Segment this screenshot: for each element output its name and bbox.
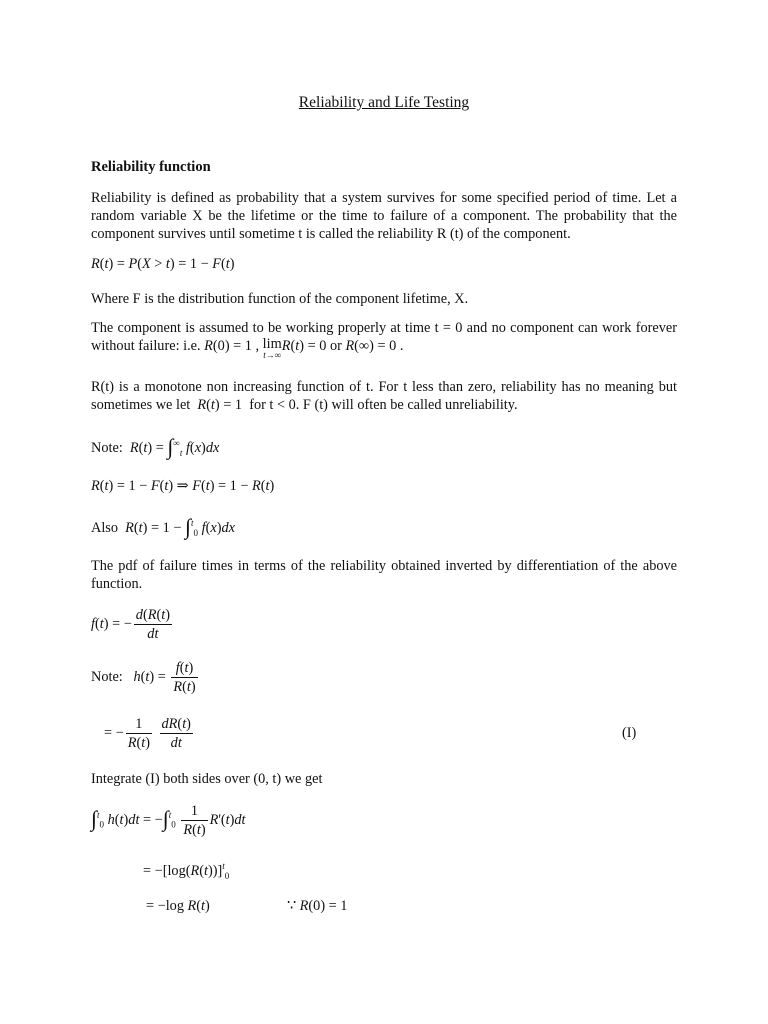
note-label: Note: bbox=[91, 440, 123, 456]
monotone-text-b: for t < 0. F (t) will often be called unreliability. bbox=[249, 397, 518, 413]
limit-expression: lim t→∞ bbox=[262, 336, 282, 360]
fraction-f-over-r: $\frac{f(t)}{R(t)}$ bbox=[173, 660, 196, 695]
fraction-dr-over-dt: $\frac{dR(t)}{dt}$ bbox=[161, 716, 191, 751]
fraction-one-over-r: $\frac{1}{R(t)}$ bbox=[127, 716, 150, 751]
where-f-paragraph: Where F is the distribution function of the component lifetime, X. bbox=[91, 291, 469, 307]
equation-integrated: ∫$^t_0$ h(t)dt = −∫$^t_0$ $\frac{1}{R(t)}$ R'(t)dt bbox=[91, 803, 246, 838]
equation-pdf-derivative: f(t) = − $\frac{d(R(t)}{dt}$ bbox=[91, 607, 170, 642]
pdf-paragraph: The pdf of failure times in terms of the reliability obtained inverted by differentiation of the above function. bbox=[91, 558, 677, 592]
equation-log-bracket: = $-[\log(R(t))]^t_0$ bbox=[143, 861, 230, 881]
section-heading: Reliability function bbox=[91, 159, 211, 175]
equation-hazard-rate: Note: h(t) = $\frac{f(t)}{R(t)}$ bbox=[91, 660, 196, 695]
equation-neg-log: = −log R(t) bbox=[146, 898, 210, 914]
equation-hazard-derivative: = − $\frac{1}{R(t)}$ $\frac{dR(t)}{dt}$ bbox=[104, 716, 191, 751]
integrate-paragraph: Integrate (I) both sides over (0, t) we get bbox=[91, 771, 323, 787]
fraction-one-over-r-2: $\frac{1}{R(t)}$ bbox=[183, 803, 206, 838]
equation-note-integral: Note: $R(t) = \int^\infty_t$ f(x)dx bbox=[91, 434, 220, 459]
also-label: Also bbox=[91, 520, 119, 536]
equation-also-integral: Also R(t) = 1 − ∫$^t_0$ f(x)dx bbox=[91, 514, 235, 539]
equation-reliability-definition: R(t) = P(X > t) = 1 − F(t) bbox=[91, 256, 235, 272]
or-text: or bbox=[329, 338, 342, 354]
page-title: Reliability and Life Testing bbox=[298, 94, 470, 111]
intro-paragraph: Reliability is defined as probability that a system survives for some specified period of time. Let a random variable X be the lifetime or the time to failure of a component. The probability that the component survives until sometime t is called the reliability R (t) of the component. bbox=[91, 190, 677, 242]
equation-complement: R(t) = 1 − F(t) ⇒ F(t) = 1 − R(t) bbox=[91, 478, 275, 494]
equation-r-equals-one: R(t) = 1 bbox=[197, 397, 246, 413]
fraction-dr-dt: $\frac{d(R(t)}{dt}$ bbox=[135, 607, 170, 642]
assumption-text: The component is assumed to be working properly at time t = 0 and no component can work forever without failure: i.e. bbox=[91, 320, 677, 354]
monotone-text-a: R(t) is a monotone non increasing function of t. For t less than zero, reliability has no meaning but sometimes we let bbox=[91, 379, 677, 413]
equation-label: (I) bbox=[622, 725, 637, 741]
equation-because-initial: ∵ R(0) = 1 bbox=[287, 898, 348, 914]
note-label-2: Note: bbox=[91, 668, 123, 685]
assumption-paragraph bbox=[91, 319, 677, 359]
monotone-paragraph bbox=[91, 378, 677, 414]
equation-initial-conditions: R(0) = 1 , lim t→∞ R(t) = 0 or R(∞) = 0 . bbox=[204, 336, 404, 360]
